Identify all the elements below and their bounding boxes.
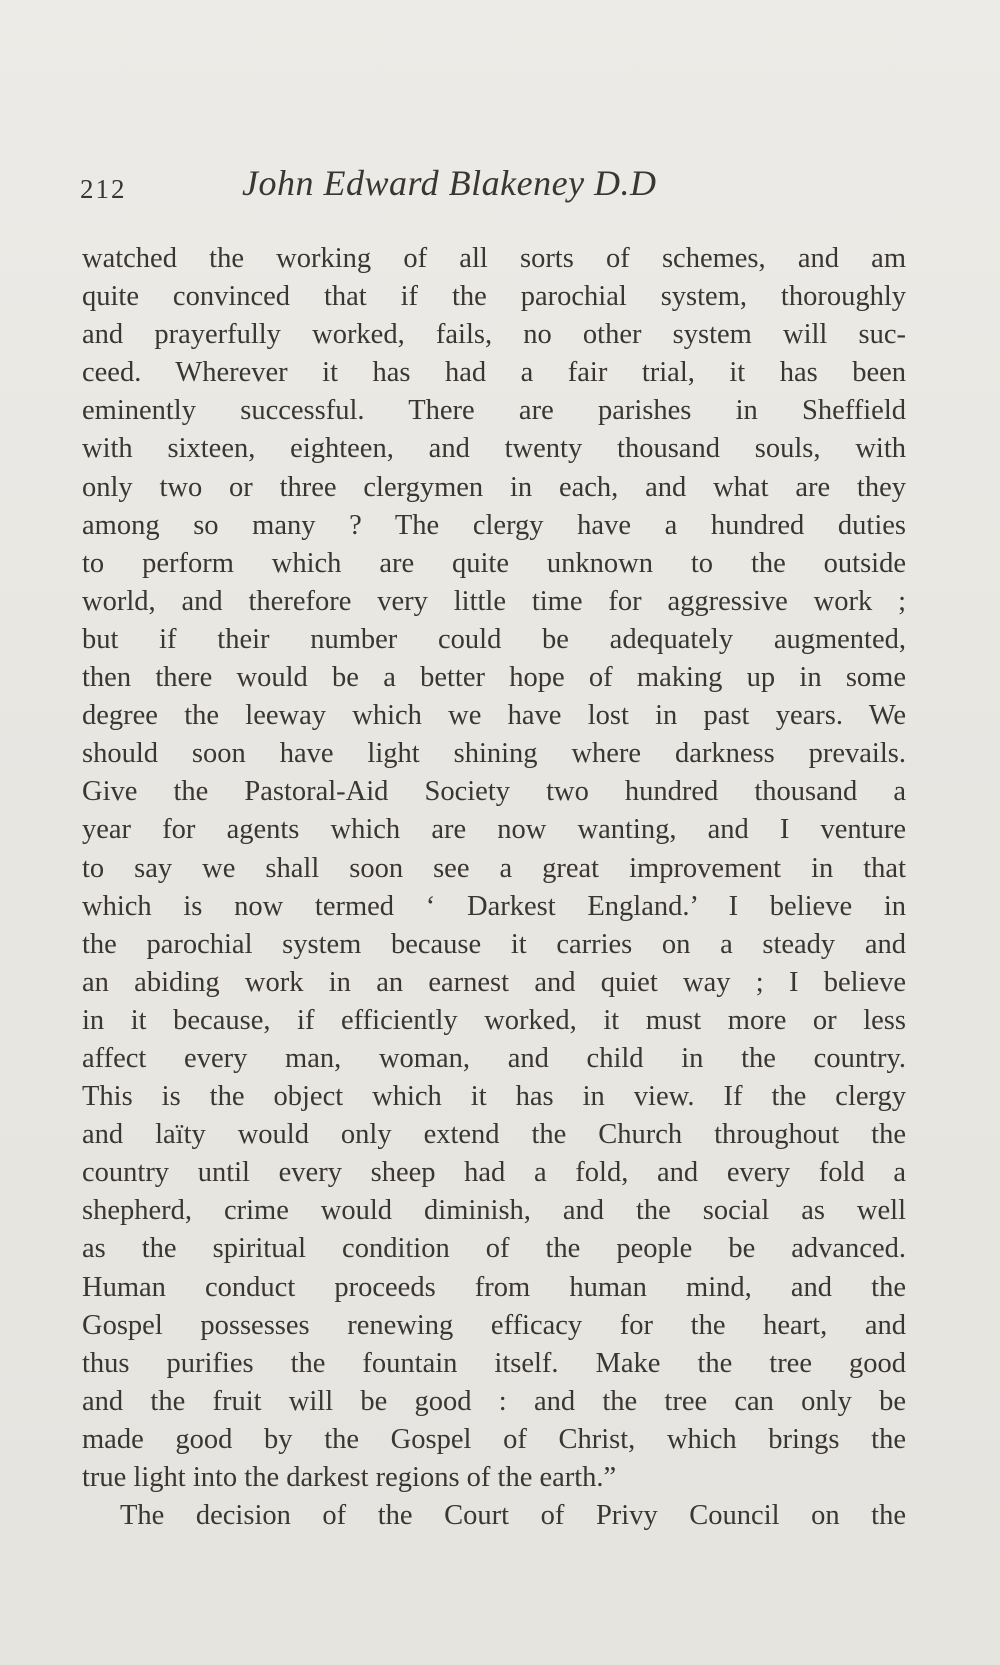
text-line: This is the object which it has in view. If the clergy — [82, 1081, 906, 1113]
page-header — [80, 162, 920, 212]
text-line: Give the Pastoral-Aid Society two hundred thousand a — [82, 776, 906, 808]
text-line: only two or three clergymen in each, and what are they — [82, 471, 906, 503]
text-line: among so many ? The clergy have a hundred duties — [82, 509, 906, 541]
text-line: year for agents which are now wanting, and I venture — [82, 814, 906, 846]
text-line: the parochial system because it carries on a steady and — [82, 928, 906, 960]
text-line: degree the leeway which we have lost in past years. We — [82, 700, 906, 732]
text-line: as the spiritual condition of the people be advanced. — [82, 1233, 906, 1265]
text-line: Gospel possesses renewing efficacy for the heart, and — [82, 1309, 906, 1341]
text-line: which is now termed ‘ Darkest England.’ I believe in — [82, 890, 906, 922]
text-line: country until every sheep had a fold, and every fold a — [82, 1157, 906, 1189]
text-line: The decision of the Court of Privy Council on the — [120, 1500, 906, 1532]
running-head: John Edward Blakeney D.D — [242, 163, 657, 203]
text-line: ceed. Wherever it has had a fair trial, it has been — [82, 357, 906, 389]
text-line: watched the working of all sorts of schemes, and am — [82, 243, 906, 274]
text-line: and prayerfully worked, fails, no other system will suc- — [82, 319, 906, 351]
text-line: shepherd, crime would diminish, and the social as well — [82, 1195, 906, 1227]
text-line: to say we shall soon see a great improvement in that — [82, 852, 906, 884]
text-line: then there would be a better hope of making up in some — [82, 662, 906, 694]
body-text — [82, 240, 906, 1535]
text-line: an abiding work in an earnest and quiet way ; I believe — [82, 966, 906, 998]
text-line: true light into the darkest regions of the earth.” — [82, 1462, 617, 1493]
text-line: but if their number could be adequately augmented, — [82, 623, 906, 655]
text-line: and the fruit will be good : and the tree can only be — [82, 1385, 906, 1417]
text-line: thus purifies the fountain itself. Make the tree good — [82, 1347, 906, 1379]
text-line: affect every man, woman, and child in the country. — [82, 1042, 906, 1074]
text-line: world, and therefore very little time for aggressive work ; — [82, 585, 906, 617]
text-line: Human conduct proceeds from human mind, and the — [82, 1271, 906, 1303]
text-line: eminently successful. There are parishes in Sheffield — [82, 395, 906, 427]
text-line: made good by the Gospel of Christ, which brings the — [82, 1423, 906, 1455]
text-line: quite convinced that if the parochial system, thoroughly — [82, 281, 906, 313]
text-line: in it because, if efficiently worked, it must more or less — [82, 1004, 906, 1036]
text-line: with sixteen, eighteen, and twenty thousand souls, with — [82, 433, 906, 465]
text-line: should soon have light shining where darkness prevails. — [82, 738, 906, 770]
page-number: 212 — [80, 174, 127, 204]
text-line: to perform which are quite unknown to the outside — [82, 547, 906, 579]
text-line: and laïty would only extend the Church throughout the — [82, 1119, 906, 1151]
